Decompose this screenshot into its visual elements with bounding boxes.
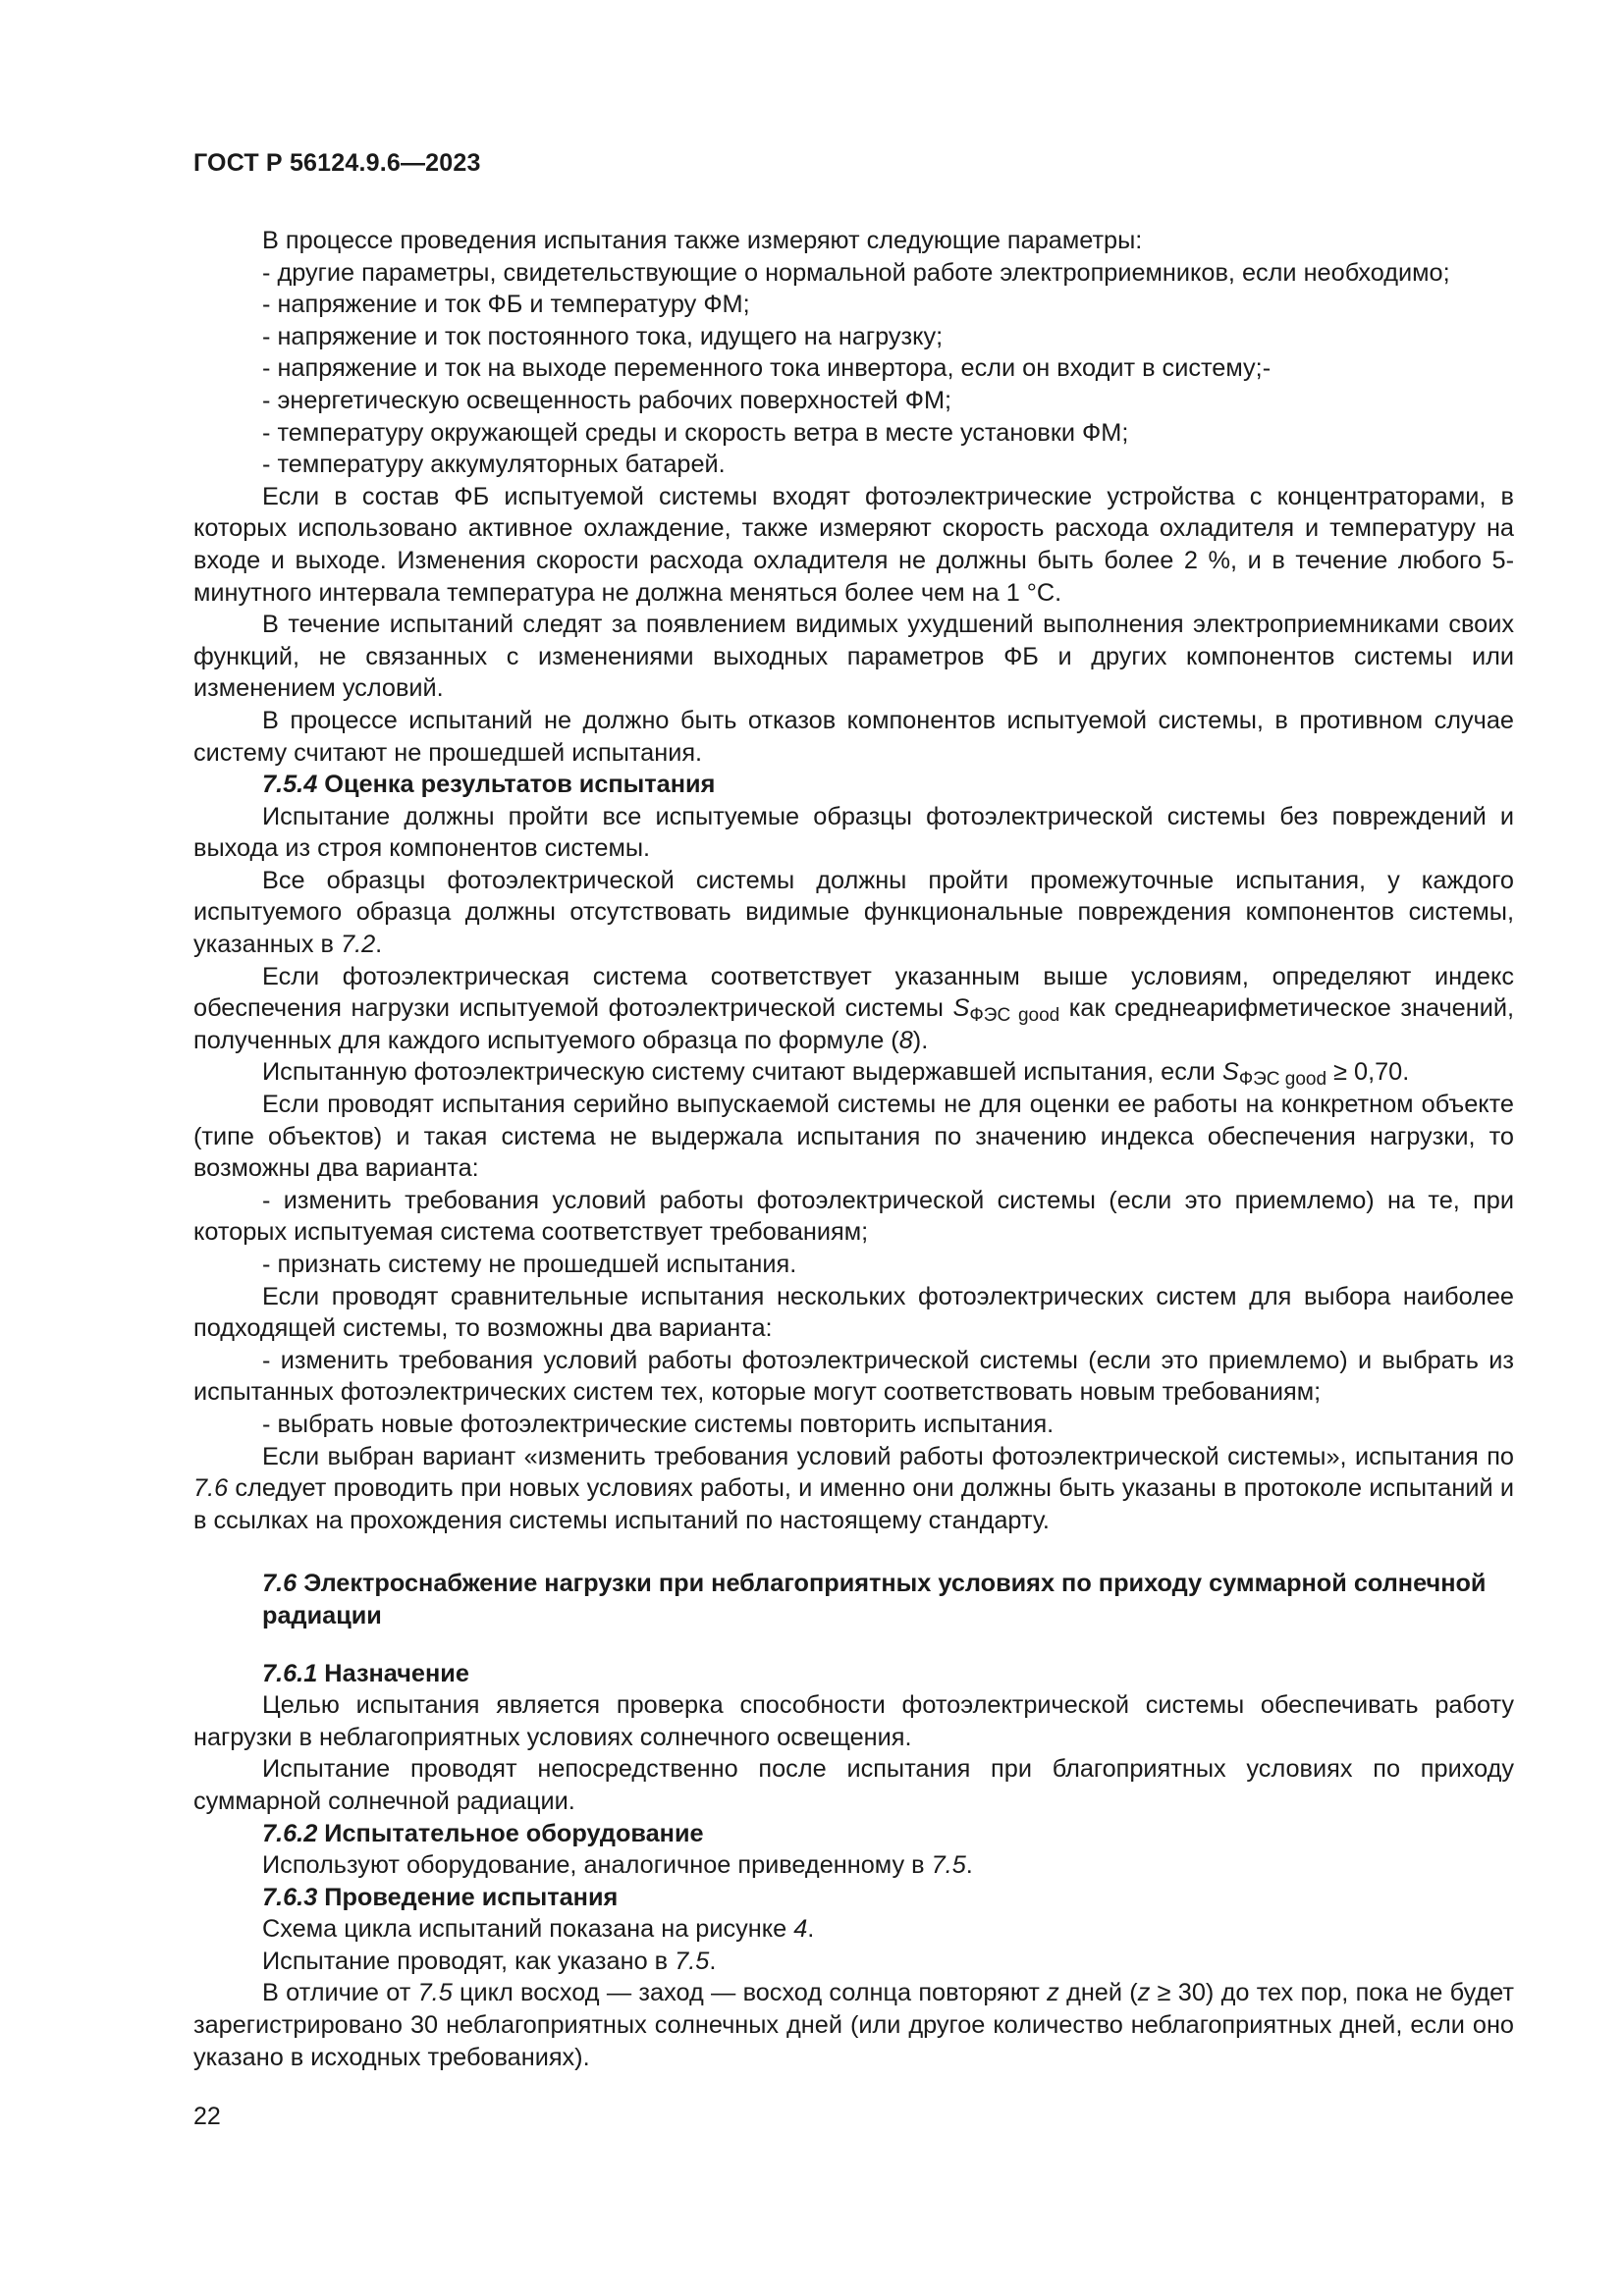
paragraph-text: В отличие от [262, 1979, 418, 2007]
paragraph: Если проводят сравнительные испытания нескольких фотоэлектрических систем для выбора наиболее подходящей системы, то возможны два варианта: [193, 1282, 1514, 1343]
formula-reference: 8 [898, 1026, 913, 1054]
list-item: - температуру аккумуляторных батарей. [262, 451, 726, 479]
paragraph-text: . [375, 931, 383, 959]
paragraph: Целью испытания является проверка способности фотоэлектрической системы обеспечивать работу нагрузки в неблагоприятных условиях солнечного освещения. [193, 1691, 1514, 1751]
symbol: S [1221, 1058, 1239, 1087]
paragraph: В процессе проведения испытания также измеряют следующие параметры: [262, 227, 1143, 254]
paragraph [193, 1946, 1514, 1978]
list-item: - температуру окружающей среды и скорость ветра в месте установки ФМ; [262, 418, 1129, 447]
variable-z: z [1047, 1979, 1059, 2007]
subsection-heading-7-6-2 [193, 1818, 1514, 1850]
paragraph-text: Испытание проводят, как указано в [262, 1947, 676, 1975]
section-reference: 7.6 [193, 1474, 229, 1503]
section-number: 7.6 [262, 1570, 298, 1598]
paragraph-text: Если фотоэлектрическая система соответствует указанным выше условиям, определяют индекс обеспечения нагрузки испытуемой фотоэлектрической системы [193, 962, 1514, 1023]
section-number: 7.6.2 [262, 1819, 318, 1847]
paragraph: Испытание должны пройти все испытуемые образцы фотоэлектрической системы без повреждений и выхода из строя компонентов системы. [193, 802, 1514, 863]
paragraph [193, 1441, 1514, 1537]
paragraph-text: Если выбран вариант «изменить требования условий работы фотоэлектрической системы», испытания по [262, 1442, 1514, 1470]
paragraph: Если в состав ФБ испытуемой системы входят фотоэлектрические устройства с концентраторами, в которых использовано активное охлаждение, также измеряют скорость расхода охладителя и температуру на входе и выходе. Изменения скорости расхода охладителя не должны быть более 2 %, и в течение любого 5-минутного интервала температура не должна меняться более чем на 1 °C. [193, 482, 1514, 607]
list-item: - изменить требования условий работы фотоэлектрической системы (если это приемлемо) на те, при которых испытуемая система соответствует требованиям; [193, 1186, 1514, 1247]
paragraph-text: следует проводить при новых условиях работы, и именно они должны быть указаны в протоколе испытаний и в ссылках на прохождения системы испытаний по настоящему стандарту. [193, 1474, 1514, 1534]
section-title: Проведение испытания [317, 1883, 619, 1911]
symbol-subscript: ФЭС good [969, 1005, 1060, 1027]
paragraph [193, 1056, 1514, 1089]
section-number: 7.6.1 [262, 1659, 318, 1687]
section-title: Оценка результатов испытания [317, 771, 716, 799]
paragraph-text: . [807, 1915, 815, 1944]
section-title: Испытательное оборудование [317, 1819, 704, 1847]
subsection-heading-7-5-4 [193, 769, 1514, 801]
paragraph-text: ≥ 30) до тех пор, пока не будет зарегистрировано 30 неблагоприятных солнечных дней (или другое количество неблагоприятных дней, если оно указано в исходных требованиях). [193, 1979, 1514, 2071]
paragraph-text: цикл восход — заход — восход солнца повторяют [452, 1979, 1048, 2007]
list-item: - другие параметры, свидетельствующие о нормальной работе электроприемников, если необходимо; [262, 258, 1450, 287]
document-body [193, 225, 1514, 2073]
list-item: - напряжение и ток постоянного тока, идущего на нагрузку; [262, 322, 944, 350]
paragraph-text: . [709, 1947, 717, 1975]
section-number: 7.6.3 [262, 1883, 318, 1911]
paragraph: Если проводят испытания серийно выпускаемой системы не для оценки ее работы на конкретном объекте (типе объектов) и такая система не выдержала испытания по значению индекса обеспечения нагрузки, то возможны два варианта: [193, 1091, 1514, 1183]
paragraph-text: дней ( [1058, 1979, 1138, 2007]
paragraph-text: . [965, 1851, 973, 1880]
list-item: - напряжение и ток ФБ и температуру ФМ; [262, 291, 750, 319]
paragraph [193, 865, 1514, 961]
paragraph-text: Испытанную фотоэлектрическую систему считают выдержавшей испытания, если [262, 1058, 1222, 1087]
paragraph-text: Схема цикла испытаний показана на рисунке [262, 1915, 794, 1944]
paragraph [193, 1913, 1514, 1946]
section-title: Назначение [317, 1659, 469, 1687]
figure-reference: 4 [793, 1915, 808, 1944]
list-item: - энергетическую освещенность рабочих поверхностей ФМ; [262, 386, 952, 414]
paragraph: В процессе испытаний не должно быть отказов компонентов испытуемой системы, в противном случае систему считают не прошедшей испытания. [193, 706, 1514, 767]
paragraph-text: как среднеарифметическое значений, полученных для каждого испытуемого образца по формуле ( [193, 994, 1514, 1054]
page-number: 22 [193, 2103, 221, 2130]
paragraph-text: ≥ 0,70. [1326, 1058, 1410, 1087]
subsection-heading-7-6-3 [193, 1882, 1514, 1914]
subsection-heading-7-6-1 [193, 1658, 1514, 1690]
paragraph: Испытание проводят непосредственно после испытания при благоприятных условиях по приходу суммарной солнечной радиации. [193, 1755, 1514, 1815]
standard-header: ГОСТ Р 56124.9.6—2023 [193, 149, 481, 177]
section-title: Электроснабжение нагрузки при неблагоприятных условиях по приходу суммарной солнечной радиации [262, 1570, 1487, 1629]
paragraph [193, 961, 1514, 1057]
paragraph-text: ). [912, 1026, 929, 1054]
section-reference: 7.5 [675, 1947, 710, 1975]
list-item: - выбрать новые фотоэлектрические системы повторить испытания. [262, 1410, 1055, 1438]
list-item: - изменить требования условий работы фотоэлектрической системы (если это приемлемо) и выбрать из испытанных фотоэлектрических систем тех, которые могут соответствовать новым требованиям; [193, 1346, 1514, 1407]
section-reference: 7.5 [931, 1851, 966, 1880]
variable-z: z [1137, 1979, 1151, 2007]
paragraph: В течение испытаний следят за появлением видимых ухудшений выполнения электроприемниками своих функций, не связанных с изменениями выходных параметров ФБ и других компонентов системы или изменением условий. [193, 611, 1514, 703]
paragraph-text: Используют оборудование, аналогичное приведенному в [262, 1851, 932, 1880]
paragraph [193, 1849, 1514, 1882]
section-reference: 7.2 [341, 931, 376, 959]
paragraph-text: Все образцы фотоэлектрической системы должны пройти промежуточные испытания, у каждого испытуемого образца должны отсутствовать видимые функциональные повреждения компонентов системы, указанных в [193, 866, 1514, 959]
list-item: - напряжение и ток на выходе переменного тока инвертора, если он входит в систему;- [262, 354, 1272, 383]
section-heading-7-6 [262, 1568, 1514, 1631]
section-reference: 7.5 [417, 1979, 453, 2007]
symbol-subscript: ФЭС good [1238, 1069, 1327, 1091]
symbol: S [952, 994, 970, 1023]
paragraph [193, 1977, 1514, 2073]
list-item: - признать систему не прошедшей испытания. [262, 1251, 797, 1278]
section-number: 7.5.4 [262, 771, 318, 799]
